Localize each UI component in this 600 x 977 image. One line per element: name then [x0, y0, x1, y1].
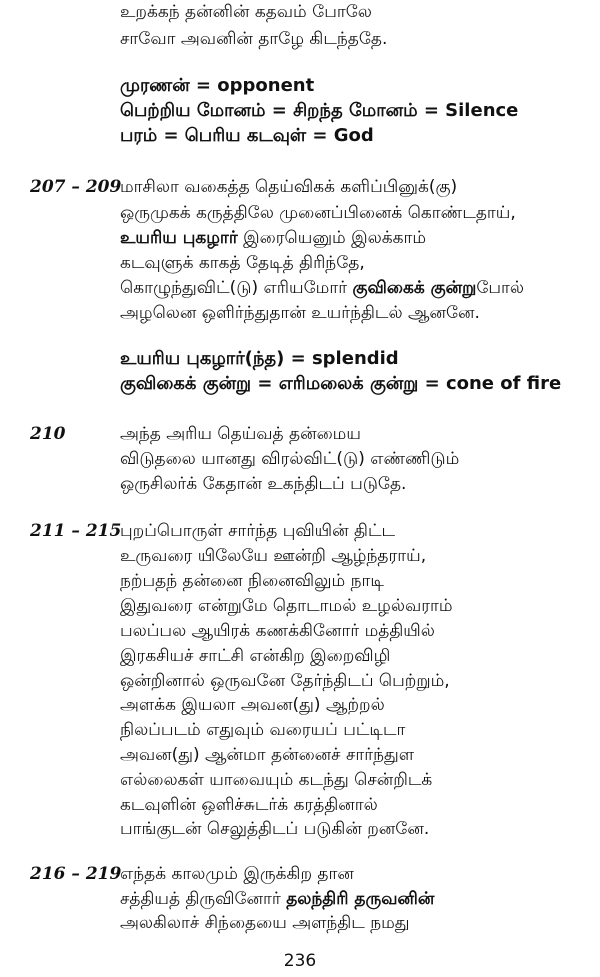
- verse-line: ஒன்றினால் ஒருவனே தேர்ந்திடப் பெற்றும்,: [120, 671, 450, 691]
- verse-line: இரகசியச் சாட்சி என்கிற இறைவிழி: [120, 646, 391, 666]
- verse-number: 207 – 209: [30, 177, 122, 197]
- verse-line: மாசிலா வகைத்த தெய்விகக் களிப்பினுக்(கு): [120, 177, 458, 197]
- verse-number: 211 – 215: [30, 521, 122, 541]
- verse-line: [120, 227, 426, 249]
- verse-line: அந்த அரிய தெய்வத் தன்மைய: [120, 424, 361, 444]
- verse-line: கடவுளுக் காகத் தேடித் திரிந்தே,: [120, 253, 365, 273]
- verse-line: அழலென ஒளிர்ந்துதான் உயர்ந்திடல் ஆனனே.: [120, 303, 480, 323]
- verse-line: [120, 888, 434, 910]
- page-number: 236: [283, 951, 317, 971]
- verse-line: அவன(து) ஆன்மா தன்னைச் சார்ந்துள: [120, 745, 415, 765]
- verse-line: எல்லைகள் யாவையும் கடந்து சென்றிடக்: [120, 770, 433, 790]
- verse-line: பாங்குடன் செலுத்திடப் படுகின் றனனே.: [120, 819, 430, 839]
- verse-line: ஒருசிலர்க் கேதான் உகந்திடப் படுதே.: [120, 474, 407, 494]
- verse-fragment: இரையெனும் இலக்காம்: [237, 228, 427, 248]
- verse-fragment: சத்தியத் திருவினோர்: [120, 889, 287, 909]
- verse-line: அளக்க இயலா அவன(து) ஆற்றல்: [120, 695, 385, 715]
- verse-line: அலகிலாச் சிந்தையை அளந்திட நமது: [120, 913, 410, 933]
- verse-line: புறப்பொருள் சார்ந்த புவியின் திட்ட: [120, 521, 396, 541]
- verse-line: நற்பதந் தன்னை நினைவிலும் நாடி: [120, 571, 384, 591]
- verse-line: சாவோ அவனின் தாழே கிடந்ததே.: [120, 29, 388, 49]
- verse-number: 210: [30, 424, 66, 444]
- bold-term: குவிகைக் குன்று: [352, 278, 477, 298]
- verse-fragment: கொழுந்துவிட்(டு) எரியமோர்: [120, 278, 353, 298]
- verse-line: விடுதலை யானது விரல்விட்(டு) எண்ணிடும்: [120, 449, 460, 469]
- glossary-line: முரணன் = opponent: [120, 75, 315, 96]
- bold-term: உயரிய புகழார்: [120, 228, 238, 248]
- verse-number: 216 – 219: [30, 864, 122, 884]
- bold-term: தலந்திரி தருவனின்: [286, 889, 435, 909]
- glossary-line: குவிகைக் குன்று = எரிமலைக் குன்று = cone of fire: [120, 373, 562, 394]
- verse-line: உறக்கந் தன்னின் கதவம் போலே: [120, 2, 372, 22]
- verse-line: ஒருமுகக் கருத்திலே முனைப்பினைக் கொண்டதாய்,: [120, 203, 516, 223]
- verse-line: இதுவரை என்றுமே தொடாமல் உழல்வராம்: [120, 596, 453, 616]
- verse-fragment: போல்: [476, 278, 525, 298]
- verse-line: கடவுளின் ஒளிச்சுடர்க் கரத்தினால்: [120, 795, 378, 815]
- glossary-line: பெற்றிய மோனம் = சிறந்த மோனம் = Silence: [120, 100, 519, 121]
- verse-line: எந்தக் காலமும் இருக்கிற தான: [120, 864, 354, 884]
- glossary-line: பரம் = பெரிய கடவுள் = God: [120, 125, 374, 146]
- verse-line: உருவரை யிலேயே ஊன்றி ஆழ்ந்தராய்,: [120, 546, 427, 566]
- verse-line: [120, 277, 524, 299]
- glossary-line: உயரிய புகழார்(ந்த) = splendid: [120, 348, 399, 369]
- verse-line: பலப்பல ஆயிரக் கணக்கினோர் மத்தியில்: [120, 621, 435, 641]
- verse-line: நிலப்படம் எதுவும் வரையப் பட்டிடா: [120, 720, 406, 740]
